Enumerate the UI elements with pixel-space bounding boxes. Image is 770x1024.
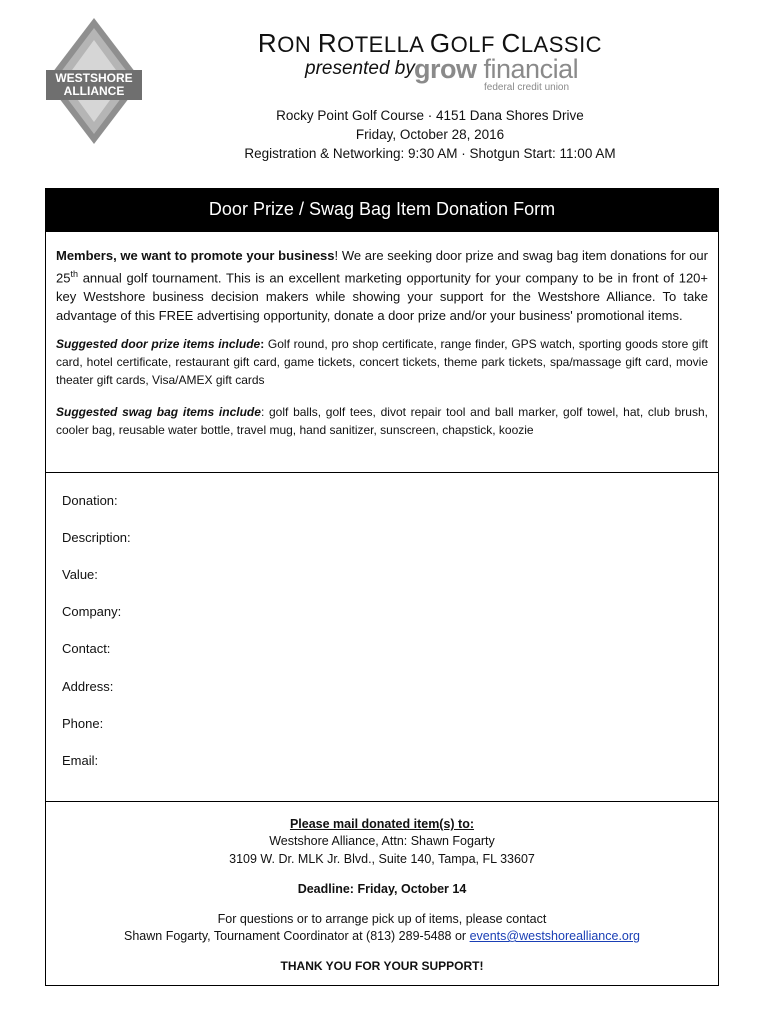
intro-paragraph: Members, we want to promote your business! We are seeking door prize and swag bag item donations for our 25th annual golf tournament. This is an excellent marketing opportunity for your company to be in front of 120+ key Westshore business decision makers while showing your support for the Westshore Alliance. To take advantage of this FREE advertising opportunity, donate a door prize and/or your business' promotional items. bbox=[56, 248, 708, 324]
event-location: Rocky Point Golf Course · 4151 Dana Shores Drive bbox=[276, 108, 584, 123]
thank-you: THANK YOU FOR YOUR SUPPORT! bbox=[280, 959, 484, 973]
westshore-alliance-logo bbox=[46, 18, 142, 144]
field-phone[interactable]: Phone: bbox=[62, 716, 104, 731]
logo-text-2: ALLIANCE bbox=[63, 84, 125, 98]
questions-text: For questions or to arrange pick up of items, please contact bbox=[217, 912, 547, 926]
donation-fields bbox=[45, 472, 719, 802]
event-date: Friday, October 28, 2016 bbox=[355, 127, 505, 142]
field-email[interactable]: Email: bbox=[62, 753, 99, 768]
presented-by: presented by bbox=[305, 58, 415, 79]
field-value[interactable]: Value: bbox=[62, 567, 98, 582]
field-address[interactable]: Address: bbox=[62, 679, 114, 694]
field-donation[interactable]: Donation: bbox=[62, 493, 118, 508]
event-times: Registration & Networking: 9:30 AM · Shotgun Start: 11:00 AM bbox=[244, 146, 616, 161]
intro-section bbox=[45, 231, 719, 473]
deadline: Deadline: Friday, October 14 bbox=[297, 882, 467, 896]
sponsor-logo: grow financial bbox=[414, 54, 579, 84]
sponsor-subtitle: federal credit union bbox=[484, 82, 570, 93]
form-banner: Door Prize / Swag Bag Item Donation Form bbox=[45, 188, 719, 231]
field-contact[interactable]: Contact: bbox=[62, 641, 111, 656]
mail-heading: Please mail donated item(s) to: bbox=[289, 817, 475, 831]
mail-section bbox=[45, 801, 719, 986]
field-description[interactable]: Description: bbox=[62, 530, 131, 545]
logo-text-1: WESTSHORE bbox=[55, 71, 133, 85]
field-company[interactable]: Company: bbox=[62, 604, 122, 619]
email-link[interactable]: events@westshorealliance.org bbox=[469, 929, 640, 943]
mail-attn: Westshore Alliance, Attn: Shawn Fogarty bbox=[269, 834, 495, 848]
mail-address: 3109 W. Dr. MLK Jr. Blvd., Suite 140, Tampa, FL 33607 bbox=[229, 852, 535, 866]
contact-line: Shawn Fogarty, Tournament Coordinator at (813) 289-5488 or events@westshorealliance.org bbox=[124, 929, 640, 943]
swag-bag-suggestions: Suggested swag bag items include: golf balls, golf tees, divot repair tool and ball marker, golf towel, hat, club brush, cooler bag, reusable water bottle, travel mug, hand sanitizer, sunscreen, chapstick, koozie bbox=[56, 405, 708, 438]
event-title: RON ROTELLA GOLF CLASSIC bbox=[257, 28, 603, 58]
door-prize-suggestions: Suggested door prize items include: Golf round, pro shop certificate, range finder, GPS watch, sporting goods store gift card, hotel certificate, restaurant gift card, game tickets, concert tickets, theme park tickets, spa/massage gift card, movie theater gift cards, Visa/AMEX gift cards bbox=[56, 337, 708, 388]
